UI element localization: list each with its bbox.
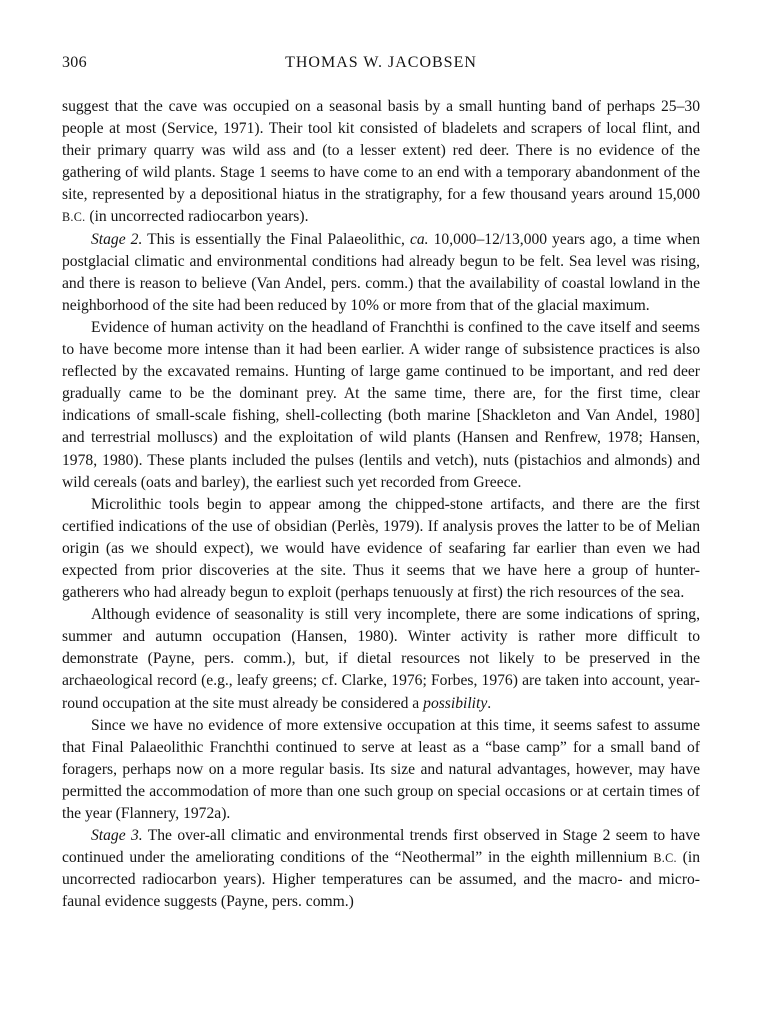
paragraph-text: Evidence of human activity on the headland of Franchthi is confined to the cave itself and seems to have become more intense than it had been earlier. A wider range of subsistence practices is also reflected by the excavated remains. Hunting of large game continued to be important, and red deer gradually came to be the dominant prey. At the same time, there are, for the first time, clear indications of small-scale fishing, shell-collecting (both marine [Shackleton and Van Andel, 1980] and terrestrial molluscs) and the exploitation of wild plants (Hansen and Renfrew, 1978; Hansen, 1978, 1980). These plants included the pulses (lentils and vetch), nuts (pistachios and almonds) and wild cereals (oats and barley), the earliest such yet recorded from Greece. bbox=[62, 318, 700, 491]
italic-text: Stage 2. bbox=[91, 230, 143, 248]
small-caps-text: B.C. bbox=[62, 210, 86, 225]
page-number: 306 bbox=[62, 54, 87, 71]
paragraph bbox=[62, 229, 700, 317]
paragraph bbox=[62, 825, 700, 913]
paragraph-text: This is essentially the Final Palaeolithic, bbox=[142, 230, 410, 248]
paragraph-text: Microlithic tools begin to appear among the chipped-stone artifacts, and there are the first certified indications of the use of obsidian (Perlès, 1979). If analysis proves the latter to be of Melian origin (as we should expect), we would have evidence of seafaring far earlier than even we had expected from prior discoveries at the site. Thus it seems that we have here a group of hunter-gatherers who had already begun to exploit (perhaps tenuously at first) the rich resources of the sea. bbox=[62, 495, 700, 602]
running-head: THOMAS W. JACOBSEN bbox=[285, 54, 477, 71]
italic-text: ca. bbox=[409, 230, 429, 248]
body-text bbox=[62, 96, 700, 913]
paragraph-text: Since we have no evidence of more extensive occupation at this time, it seems safest to assume that Final Palaeolithic Franchthi continued to serve at least as a “base camp” for a small band of foragers, perhaps now on a more regular basis. Its size and natural advantages, however, may have permitted the accommodation of more than one such group on special occasions or at certain times of the year (Flannery, 1972a). bbox=[62, 716, 700, 822]
paragraph bbox=[62, 317, 700, 494]
paragraph bbox=[62, 494, 700, 604]
paragraph bbox=[62, 96, 700, 229]
paragraph-text: (in uncorrected radiocarbon years). Higher temperatures can be assumed, and the macro- and micro-faunal evidence suggests (Payne, pers. comm.) bbox=[62, 849, 700, 911]
paragraph bbox=[62, 715, 700, 825]
paragraph bbox=[62, 604, 700, 714]
paragraph-text: Although evidence of seasonality is still very incomplete, there are some indications of spring, summer and autumn occupation (Hansen, 1980). Winter activity is rather more difficult to demonstrate (Payne, pers. comm.), but, if dietal resources not likely to be preserved in the archaeological record (e.g., leafy greens; cf. Clarke, 1976; Forbes, 1976) are taken into account, year-round occupation at the site must already be considered a bbox=[62, 606, 700, 712]
paragraph-text: The over-all climatic and environmental trends first observed in Stage 2 seem to have continued under the ameliorating conditions of the “Neothermal” in the eighth millennium bbox=[62, 827, 700, 867]
paragraph-text: 10,000–12/13,000 years ago, a time when postglacial climatic and environmental conditions had already begun to be felt. Sea level was rising, and there is reason to believe (Van Andel, pers. comm.) that the availability of coastal lowland in the neighborhood of the site had been reduced by 10% or more from that of the glacial maximum. bbox=[62, 230, 700, 314]
italic-text: Stage 3. bbox=[91, 827, 143, 845]
paragraph-text: . bbox=[487, 694, 492, 712]
paragraph-text: suggest that the cave was occupied on a seasonal basis by a small hunting band of perhaps 25–30 people at most (Service, 1971). Their tool kit consisted of bladelets and scrapers of local flint, and their primary quarry was wild ass and (to a lesser extent) red deer. There is no evidence of the gathering of wild plants. Stage 1 seems to have come to an end with a temporary abandonment of the site, represented by a depositional hiatus in the stratigraphy, for a few thousand years around 15,000 bbox=[62, 98, 700, 204]
small-caps-text: B.C. bbox=[653, 851, 677, 866]
paragraph-text: (in uncorrected radiocarbon years). bbox=[85, 208, 309, 226]
page-header bbox=[62, 54, 700, 84]
italic-text: possibility bbox=[423, 694, 488, 712]
